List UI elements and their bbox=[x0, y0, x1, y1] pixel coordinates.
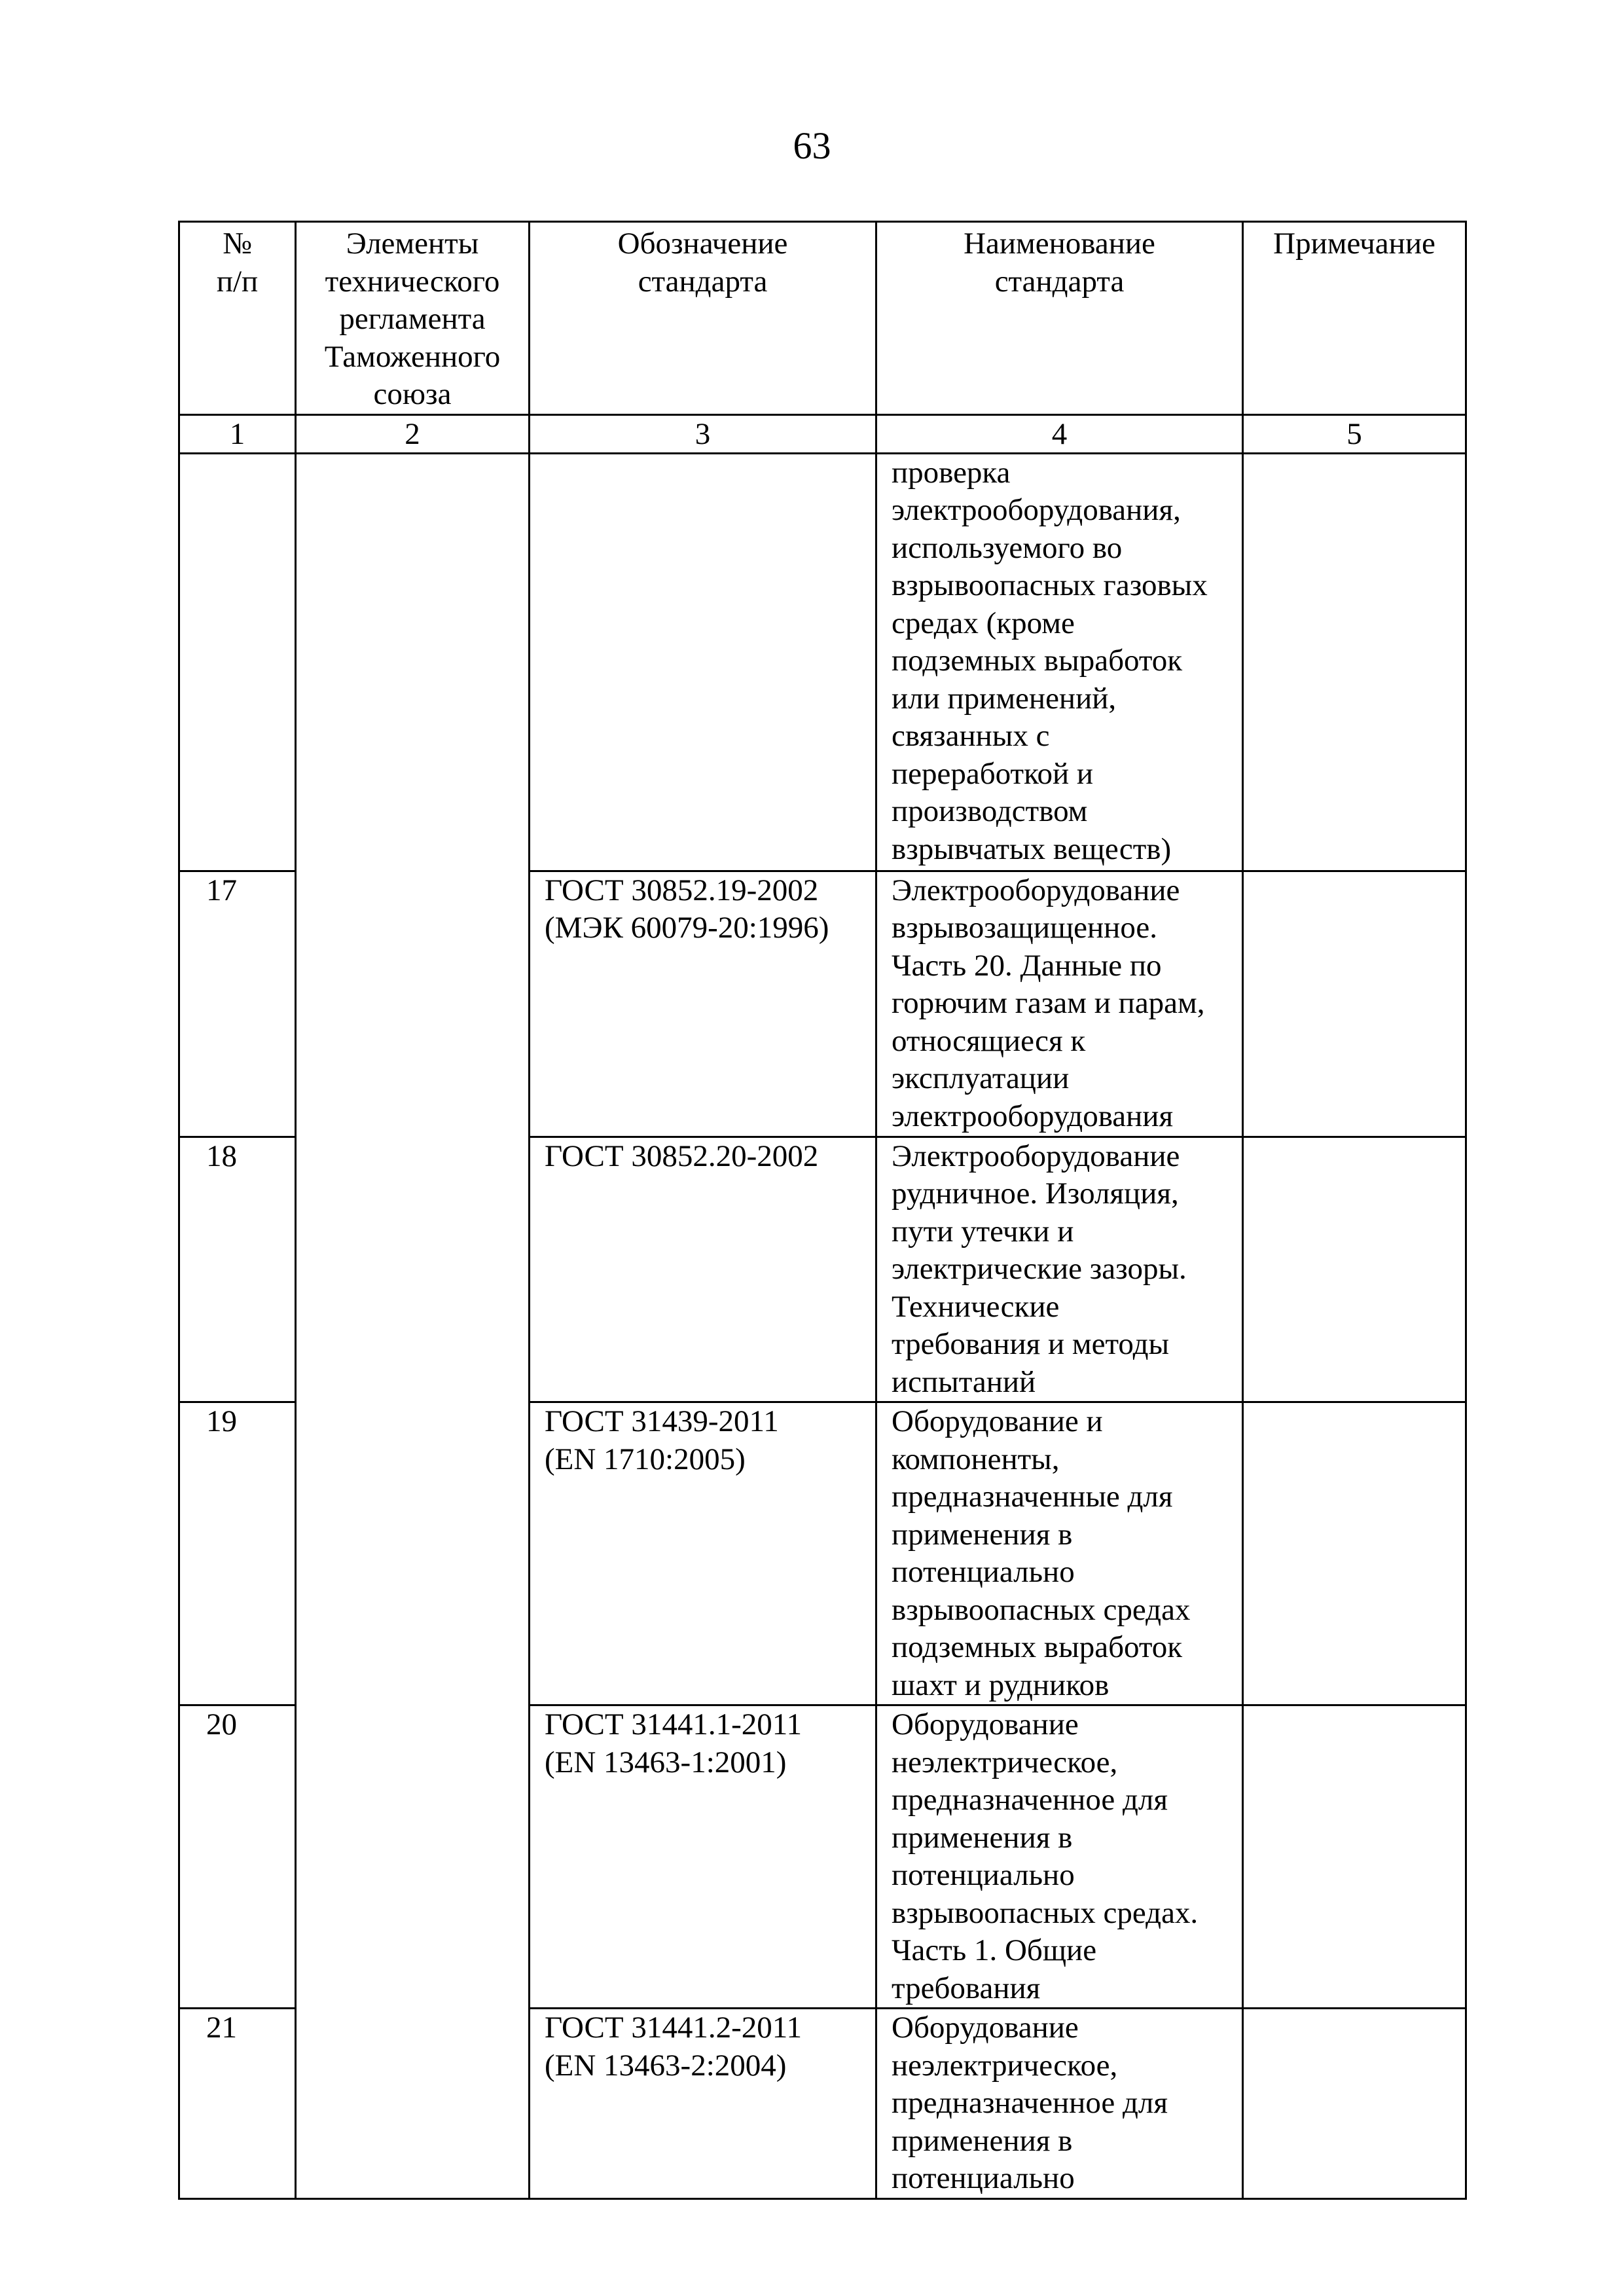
row-number: 17 bbox=[179, 871, 296, 1137]
standard-designation-line: ГОСТ 31439-2011 bbox=[545, 1404, 779, 1438]
standard-name-line: взрывозащищенное. bbox=[892, 911, 1158, 945]
standard-name-line: электрооборудования bbox=[892, 1099, 1174, 1133]
header-elements-line: Элементы bbox=[346, 227, 479, 261]
page-number: 63 bbox=[793, 124, 831, 167]
header-number bbox=[179, 222, 296, 415]
standard-name-line: Электрооборудование bbox=[892, 1139, 1180, 1173]
standard-name-line: потенциально bbox=[892, 2161, 1075, 2195]
standard-name-line: эксплуатации bbox=[892, 1061, 1070, 1095]
standard-name-line: Оборудование и bbox=[892, 1404, 1103, 1438]
header-note bbox=[1243, 222, 1466, 415]
standard-name-line: взрывоопасных средах bbox=[892, 1592, 1191, 1627]
standard-designation-line: ГОСТ 30852.20-2002 bbox=[545, 1139, 819, 1173]
standard-name-line: испытаний bbox=[892, 1364, 1036, 1399]
elements-cell bbox=[296, 453, 530, 2198]
standard-name-line: взрывоопасных газовых bbox=[892, 568, 1208, 602]
standards-table bbox=[178, 221, 1467, 2200]
standard-designation bbox=[530, 871, 876, 1137]
row-number bbox=[179, 453, 296, 871]
standard-designation-line: ГОСТ 30852.19-2002 bbox=[545, 873, 819, 907]
header-number-line: № bbox=[223, 227, 252, 261]
standard-name-line: используемого во bbox=[892, 530, 1123, 565]
note-cell bbox=[1243, 453, 1466, 871]
column-number: 5 bbox=[1243, 414, 1466, 453]
header-designation bbox=[530, 222, 876, 415]
standard-name-line: требования и методы bbox=[892, 1327, 1170, 1361]
column-number: 3 bbox=[530, 414, 876, 453]
table-row bbox=[179, 453, 1466, 871]
note-cell bbox=[1243, 871, 1466, 1137]
standard-designation bbox=[530, 1402, 876, 1705]
standard-name-line: компоненты, bbox=[892, 1442, 1060, 1476]
column-number: 4 bbox=[876, 414, 1243, 453]
standard-designation bbox=[530, 1137, 876, 1402]
standard-name-line: Часть 1. Общие bbox=[892, 1933, 1097, 1967]
standard-name-line: переработкой и bbox=[892, 756, 1094, 791]
standard-name bbox=[876, 871, 1243, 1137]
note-cell bbox=[1243, 1137, 1466, 1402]
standard-name-line: предназначенное для bbox=[892, 1783, 1168, 1817]
standard-name-line: проверка bbox=[892, 455, 1011, 490]
standard-name-line: Часть 20. Данные по bbox=[892, 948, 1162, 983]
column-number-row bbox=[179, 414, 1466, 453]
header-elements-line: союза bbox=[373, 377, 452, 411]
note-cell bbox=[1243, 1705, 1466, 2009]
header-note-line: Примечание bbox=[1273, 227, 1435, 261]
standard-name-line: применения в bbox=[892, 1820, 1073, 1855]
standard-name-line: или применений, bbox=[892, 681, 1117, 716]
header-name bbox=[876, 222, 1243, 415]
standard-name-line: производством bbox=[892, 794, 1088, 828]
standard-name-line: средах (кроме bbox=[892, 606, 1075, 640]
standard-name-line: подземных выработок bbox=[892, 644, 1183, 678]
header-elements-line: регламента bbox=[339, 302, 486, 336]
standard-name bbox=[876, 1705, 1243, 2009]
standard-name bbox=[876, 1402, 1243, 1705]
standard-name-line: электрооборудования, bbox=[892, 493, 1181, 527]
header-row bbox=[179, 222, 1466, 415]
standard-designation bbox=[530, 453, 876, 871]
standard-name-line: электрические зазоры. bbox=[892, 1252, 1187, 1286]
standard-designation-line: (EN 1710:2005) bbox=[545, 1442, 746, 1476]
standard-name-line: применения в bbox=[892, 2123, 1073, 2158]
note-cell bbox=[1243, 1402, 1466, 1705]
standard-name-line: относящиеся к bbox=[892, 1023, 1086, 1058]
standard-name-line: потенциально bbox=[892, 1858, 1075, 1892]
header-designation-line: Обозначение bbox=[617, 227, 788, 261]
row-number: 19 bbox=[179, 1402, 296, 1705]
standard-name-line: применения в bbox=[892, 1517, 1073, 1552]
note-cell bbox=[1243, 2009, 1466, 2199]
standard-name-line: рудничное. Изоляция, bbox=[892, 1176, 1179, 1211]
standard-name-line: связанных с bbox=[892, 719, 1050, 753]
column-number: 2 bbox=[296, 414, 530, 453]
row-number: 18 bbox=[179, 1137, 296, 1402]
standard-name bbox=[876, 453, 1243, 871]
standard-designation-line: ГОСТ 31441.1-2011 bbox=[545, 1707, 802, 1741]
standard-name-line: взрывчатых веществ) bbox=[892, 831, 1172, 866]
header-elements bbox=[296, 222, 530, 415]
header-elements-line: технического bbox=[325, 264, 500, 299]
standard-name-line: Технические bbox=[892, 1289, 1060, 1324]
standard-name-line: неэлектрическое, bbox=[892, 2048, 1118, 2083]
standard-name-line: Оборудование bbox=[892, 1707, 1079, 1741]
header-designation-line: стандарта bbox=[638, 264, 768, 299]
header-elements-line: Таможенного bbox=[324, 339, 501, 374]
standard-name-line: требования bbox=[892, 1971, 1041, 2005]
row-number: 20 bbox=[179, 1705, 296, 2009]
standard-name-line: взрывоопасных средах. bbox=[892, 1895, 1199, 1930]
standard-designation bbox=[530, 1705, 876, 2009]
standard-name bbox=[876, 2009, 1243, 2199]
standard-designation-line: (МЭК 60079-20:1996) bbox=[545, 911, 829, 945]
standard-name-line: неэлектрическое, bbox=[892, 1745, 1118, 1779]
standard-name-line: Электрооборудование bbox=[892, 873, 1180, 907]
header-name-line: Наименование bbox=[964, 227, 1155, 261]
header-name-line: стандарта bbox=[994, 264, 1125, 299]
standard-designation-line: (EN 13463-1:2001) bbox=[545, 1745, 787, 1779]
standard-name-line: пути утечки и bbox=[892, 1214, 1074, 1248]
standard-name-line: горючим газам и парам, bbox=[892, 986, 1205, 1020]
standard-name-line: предназначенные для bbox=[892, 1480, 1173, 1514]
standard-name bbox=[876, 1137, 1243, 1402]
standard-designation-line: (EN 13463-2:2004) bbox=[545, 2048, 787, 2083]
standard-designation-line: ГОСТ 31441.2-2011 bbox=[545, 2011, 802, 2045]
column-number: 1 bbox=[179, 414, 296, 453]
standard-name-line: шахт и рудников bbox=[892, 1667, 1110, 1702]
standard-name-line: подземных выработок bbox=[892, 1630, 1183, 1664]
standard-name-line: Оборудование bbox=[892, 2011, 1079, 2045]
row-number: 21 bbox=[179, 2009, 296, 2199]
header-number-line: п/п bbox=[216, 264, 259, 299]
standard-designation bbox=[530, 2009, 876, 2199]
standard-name-line: предназначенное для bbox=[892, 2086, 1168, 2120]
standard-name-line: потенциально bbox=[892, 1555, 1075, 1589]
